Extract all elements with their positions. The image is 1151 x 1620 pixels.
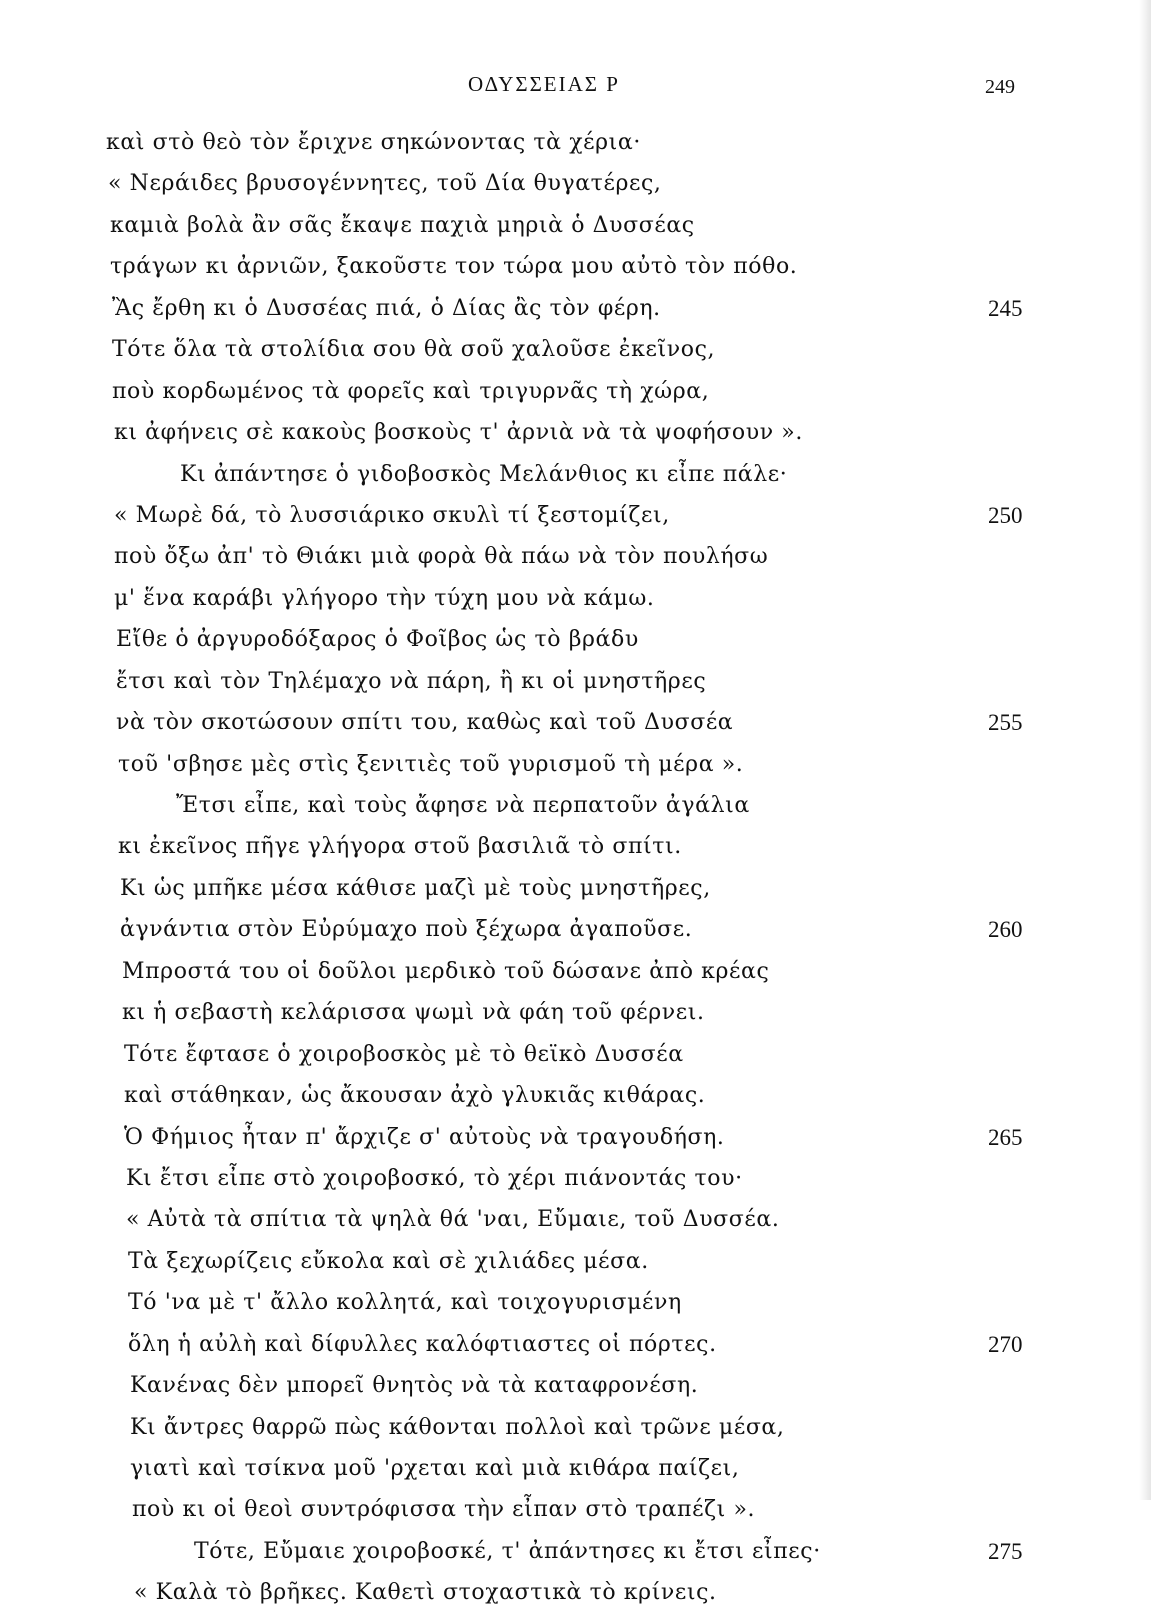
running-head	[0, 72, 1151, 102]
verse-line	[0, 1578, 1151, 1619]
verse-line	[0, 667, 1151, 708]
verse-line	[0, 1537, 1151, 1578]
verse-text: Κι ἄντρες θαρρῶ πὼς κάθονται πολλοὶ καὶ τρῶνε μέσα,	[130, 1414, 785, 1440]
line-number: 275	[988, 1538, 1023, 1564]
line-number: 255	[988, 710, 1023, 736]
line-number: 250	[988, 502, 1023, 528]
verse-text: Ὁ Φήμιος ἦταν π' ἄρχιζε σ' αὐτοὺς νὰ τραγουδήση.	[124, 1124, 725, 1150]
verse-line	[0, 915, 1151, 956]
verse-text: « Μωρὲ δά, τὸ λυσσιάρικο σκυλὶ τί ξεστομίζει,	[114, 502, 670, 528]
verse-text: ποὺ κι οἱ θεοὶ συντρόφισσα τὴν εἶπαν στὸ τραπέζι ».	[132, 1497, 756, 1523]
verse-text: κι ἡ σεβαστὴ κελάρισσα ψωμὶ νὰ φάη τοῦ φέρνει.	[122, 1000, 705, 1026]
verse-block	[0, 128, 1151, 1620]
verse-text: κι ἐκεῖνος πῆγε γλήγορα στοῦ βασιλιᾶ τὸ σπίτι.	[118, 834, 682, 860]
verse-text: ποὺ ὄξω ἀπ' τὸ Θιάκι μιὰ φορὰ θὰ πάω νὰ τὸν πουλήσω	[114, 544, 769, 570]
running-title: ΟΔΥΣΣΕΙΑΣ Ρ	[468, 72, 620, 96]
verse-line	[0, 750, 1151, 791]
page-number: 249	[985, 76, 1015, 98]
verse-text: ποὺ κορδωμένος τὰ φορεῖς καὶ τριγυρνᾶς τὴ χώρα,	[112, 378, 710, 404]
verse-line	[0, 1454, 1151, 1495]
verse-line	[0, 128, 1151, 169]
verse-text: ἀγνάντια στὸν Εὐρύμαχο ποὺ ξέχωρα ἀγαποῦσε.	[120, 917, 693, 943]
verse-line	[0, 1205, 1151, 1246]
verse-line	[0, 625, 1151, 666]
verse-line	[0, 1371, 1151, 1412]
verse-text: κι ἀφήνεις σὲ κακοὺς βοσκοὺς τ' ἀρνιὰ νὰ τὰ ψοφήσουν ».	[114, 420, 803, 446]
verse-text: Κι ἔτσι εἶπε στὸ χοιροβοσκό, τὸ χέρι πιάνοντάς του·	[126, 1165, 743, 1191]
verse-text: καὶ στάθηκαν, ὡς ἄκουσαν ἀχὸ γλυκιᾶς κιθάρας.	[124, 1083, 706, 1109]
line-number: 265	[988, 1124, 1023, 1150]
verse-line	[0, 1413, 1151, 1454]
verse-line	[0, 1164, 1151, 1205]
verse-text: « Αὐτὰ τὰ σπίτια τὰ ψηλὰ θά 'ναι, Εὔμαιε, τοῦ Δυσσέα.	[126, 1207, 780, 1233]
verse-line	[0, 542, 1151, 583]
verse-line	[0, 252, 1151, 293]
verse-text: Τότε, Εὔμαιε χοιροβοσκέ, τ' ἀπάντησες κι ἔτσι εἶπες·	[194, 1538, 821, 1564]
verse-line	[0, 335, 1151, 376]
verse-text: Κι ὡς μπῆκε μέσα κάθισε μαζὶ μὲ τοὺς μνηστῆρες,	[120, 875, 711, 901]
verse-line	[0, 832, 1151, 873]
verse-text: τοῦ 'σβησε μὲς στὶς ξενιτιὲς τοῦ γυρισμοῦ τὴ μέρα ».	[118, 751, 744, 777]
verse-line	[0, 169, 1151, 210]
verse-text: ἔτσι καὶ τὸν Τηλέμαχο νὰ πάρη, ἢ κι οἱ μνηστῆρες	[116, 668, 707, 694]
verse-line	[0, 211, 1151, 252]
verse-text: Ἔτσι εἶπε, καὶ τοὺς ἄφησε νὰ περπατοῦν ἀγάλια	[176, 793, 750, 818]
verse-text: Κι ἀπάντησε ὁ γιδοβοσκὸς Μελάνθιος κι εἶπε πάλε·	[180, 461, 788, 487]
verse-line	[0, 460, 1151, 501]
verse-line	[0, 791, 1151, 832]
verse-text: μ' ἕνα καράβι γλήγορο τὴν τύχη μου νὰ κάμω.	[114, 585, 655, 611]
verse-line	[0, 294, 1151, 335]
verse-line	[0, 501, 1151, 542]
verse-text: καὶ στὸ θεὸ τὸν ἔριχνε σηκώνοντας τὰ χέρια·	[106, 130, 641, 155]
verse-line	[0, 708, 1151, 749]
verse-line	[0, 1330, 1151, 1371]
verse-text: γιατὶ καὶ τσίκνα μοῦ 'ρχεται καὶ μιὰ κιθάρα παίζει,	[130, 1456, 740, 1481]
verse-text: « Νεράιδες βρυσογέννητες, τοῦ Δία θυγατέρες,	[108, 171, 662, 197]
verse-line	[0, 1040, 1151, 1081]
verse-text: Τὰ ξεχωρίζεις εὔκολα καὶ σὲ χιλιάδες μέσα.	[128, 1248, 649, 1274]
verse-line	[0, 1123, 1151, 1164]
verse-text: Τότε ἔφτασε ὁ χοιροβοσκὸς μὲ τὸ θεϊκὸ Δυσσέα	[124, 1041, 684, 1067]
verse-line	[0, 418, 1151, 459]
verse-text: τράγων κι ἀρνιῶν, ξακοῦστε τον τώρα μου αὐτὸ τὸν πόθο.	[110, 254, 798, 280]
verse-text: ὅλη ἡ αὐλὴ καὶ δίφυλλες καλόφτιαστες οἱ πόρτες.	[128, 1331, 717, 1357]
verse-text: Ἂς ἔρθη κι ὁ Δυσσέας πιά, ὁ Δίας ἂς τὸν φέρη.	[112, 295, 661, 321]
verse-line	[0, 957, 1151, 998]
line-number: 270	[988, 1331, 1023, 1357]
verse-text: Τό 'να μὲ τ' ἄλλο κολλητά, καὶ τοιχογυρισμένη	[128, 1290, 682, 1316]
verse-text: νὰ τὸν σκοτώσουν σπίτι του, καθὼς καὶ τοῦ Δυσσέα	[116, 710, 734, 736]
verse-line	[0, 1081, 1151, 1122]
verse-text: « Καλὰ τὸ βρῆκες. Καθετὶ στοχαστικὰ τὸ κρίνεις.	[134, 1580, 717, 1606]
verse-line	[0, 1288, 1151, 1329]
verse-line	[0, 377, 1151, 418]
verse-text: Εἴθε ὁ ἀργυροδόξαρος ὁ Φοῖβος ὡς τὸ βράδυ	[116, 627, 639, 653]
verse-line	[0, 998, 1151, 1039]
verse-line	[0, 584, 1151, 625]
verse-line	[0, 1247, 1151, 1288]
verse-text: Κανένας δὲν μπορεῖ θνητὸς νὰ τὰ καταφρονέση.	[130, 1373, 699, 1399]
line-number: 260	[988, 917, 1023, 943]
verse-text: καμιὰ βολὰ ἂν σᾶς ἔκαψε παχιὰ μηριὰ ὁ Δυσσέας	[110, 212, 695, 238]
verse-text: Μπροστά του οἱ δοῦλοι μερδικὸ τοῦ δώσανε ἀπὸ κρέας	[122, 958, 770, 984]
verse-line	[0, 1495, 1151, 1536]
line-number: 245	[988, 295, 1023, 321]
verse-text: Τότε ὅλα τὰ στολίδια σου θὰ σοῦ χαλοῦσε ἐκεῖνος,	[112, 337, 716, 363]
verse-line	[0, 874, 1151, 915]
